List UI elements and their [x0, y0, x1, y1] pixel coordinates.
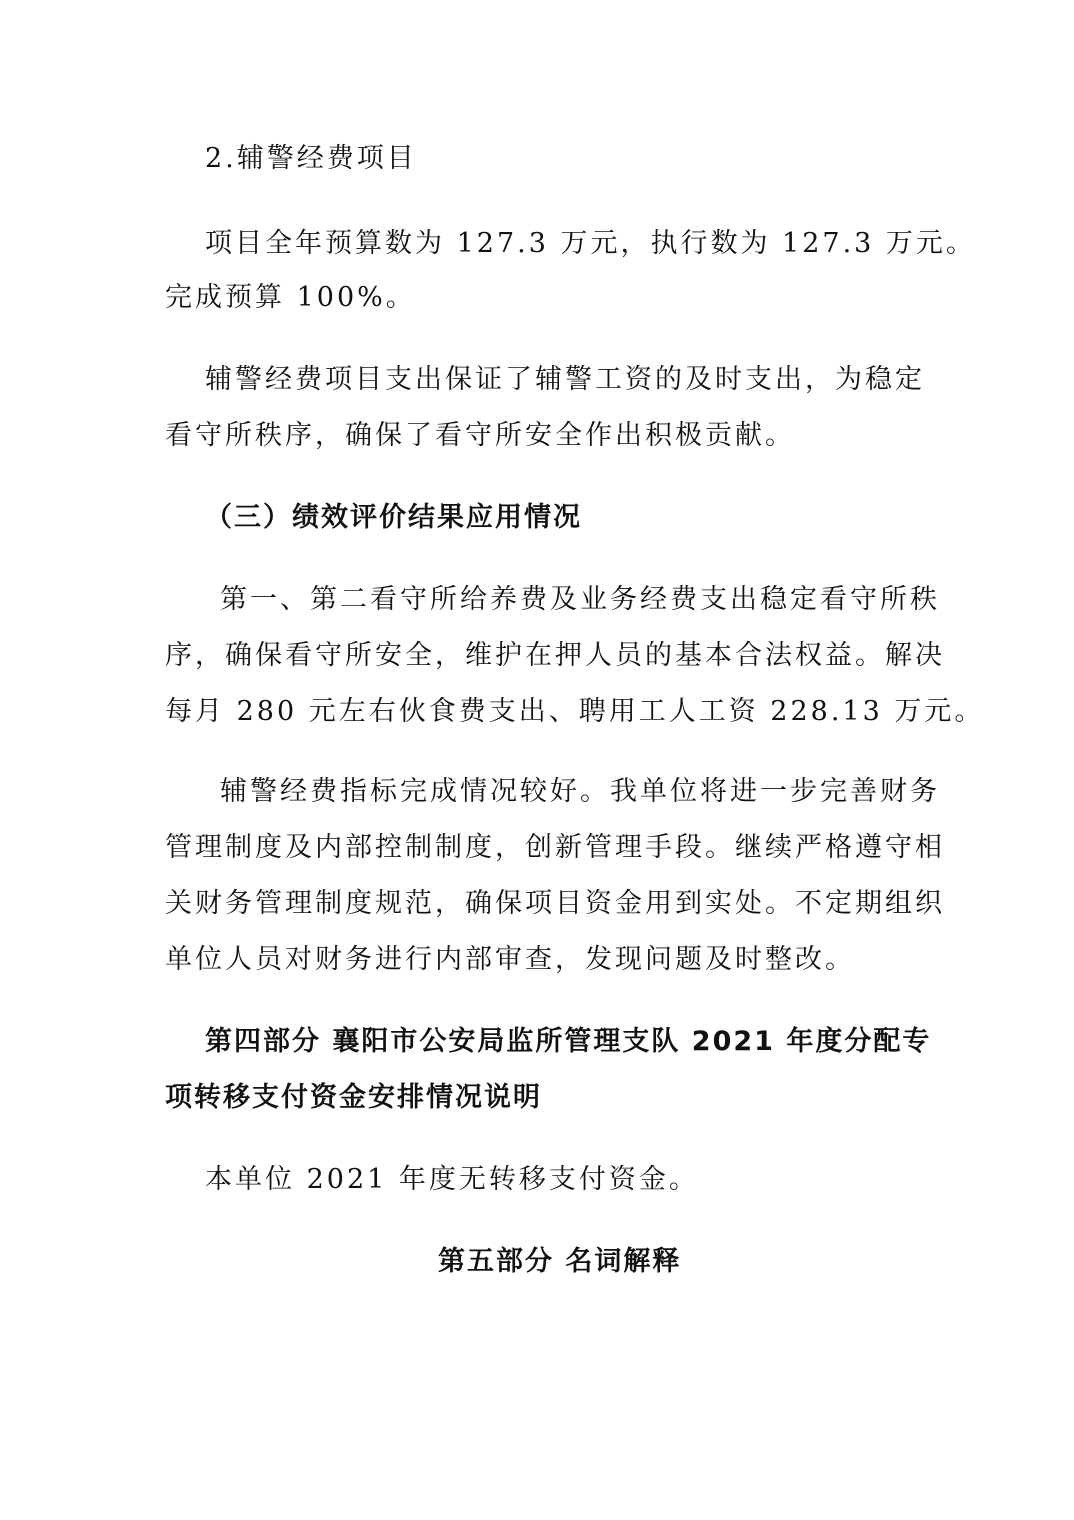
item2-title: 2.辅警经费项目 — [205, 143, 417, 174]
item2-description-line: 看守所秩序，确保了看守所安全作出积极贡献。 — [165, 420, 795, 451]
part4-heading-line: 项转移支付资金安排情况说明 — [165, 1082, 542, 1113]
paragraph1-line: 序，确保看守所安全，维护在押人员的基本合法权益。解决 — [165, 640, 945, 671]
paragraph1-line: 每月 280 元左右伙食费支出、聘用工人工资 228.13 万元。 — [165, 696, 985, 727]
part5-heading: 第五部分 名词解释 — [438, 1246, 682, 1277]
item2-description-line: 辅警经费项目支出保证了辅警工资的及时支出，为稳定 — [205, 364, 925, 395]
part4-body: 本单位 2021 年度无转移支付资金。 — [205, 1164, 699, 1195]
paragraph1-line: 第一、第二看守所给养费及业务经费支出稳定看守所秩 — [220, 584, 940, 615]
paragraph2-line: 关财务管理制度规范，确保项目资金用到实处。不定期组织 — [165, 888, 945, 919]
paragraph2-line: 单位人员对财务进行内部审查，发现问题及时整改。 — [165, 944, 855, 975]
paragraph2-line: 辅警经费指标完成情况较好。我单位将进一步完善财务 — [220, 776, 940, 807]
part4-heading-line: 第四部分 襄阳市公安局监所管理支队 2021 年度分配专 — [205, 1026, 932, 1057]
item2-budget-line: 项目全年预算数为 127.3 万元，执行数为 127.3 万元。 — [205, 228, 976, 259]
section3-heading: （三）绩效评价结果应用情况 — [205, 502, 582, 533]
paragraph2-line: 管理制度及内部控制制度，创新管理手段。继续严格遵守相 — [165, 832, 945, 863]
item2-budget-line: 完成预算 100%。 — [165, 282, 416, 313]
